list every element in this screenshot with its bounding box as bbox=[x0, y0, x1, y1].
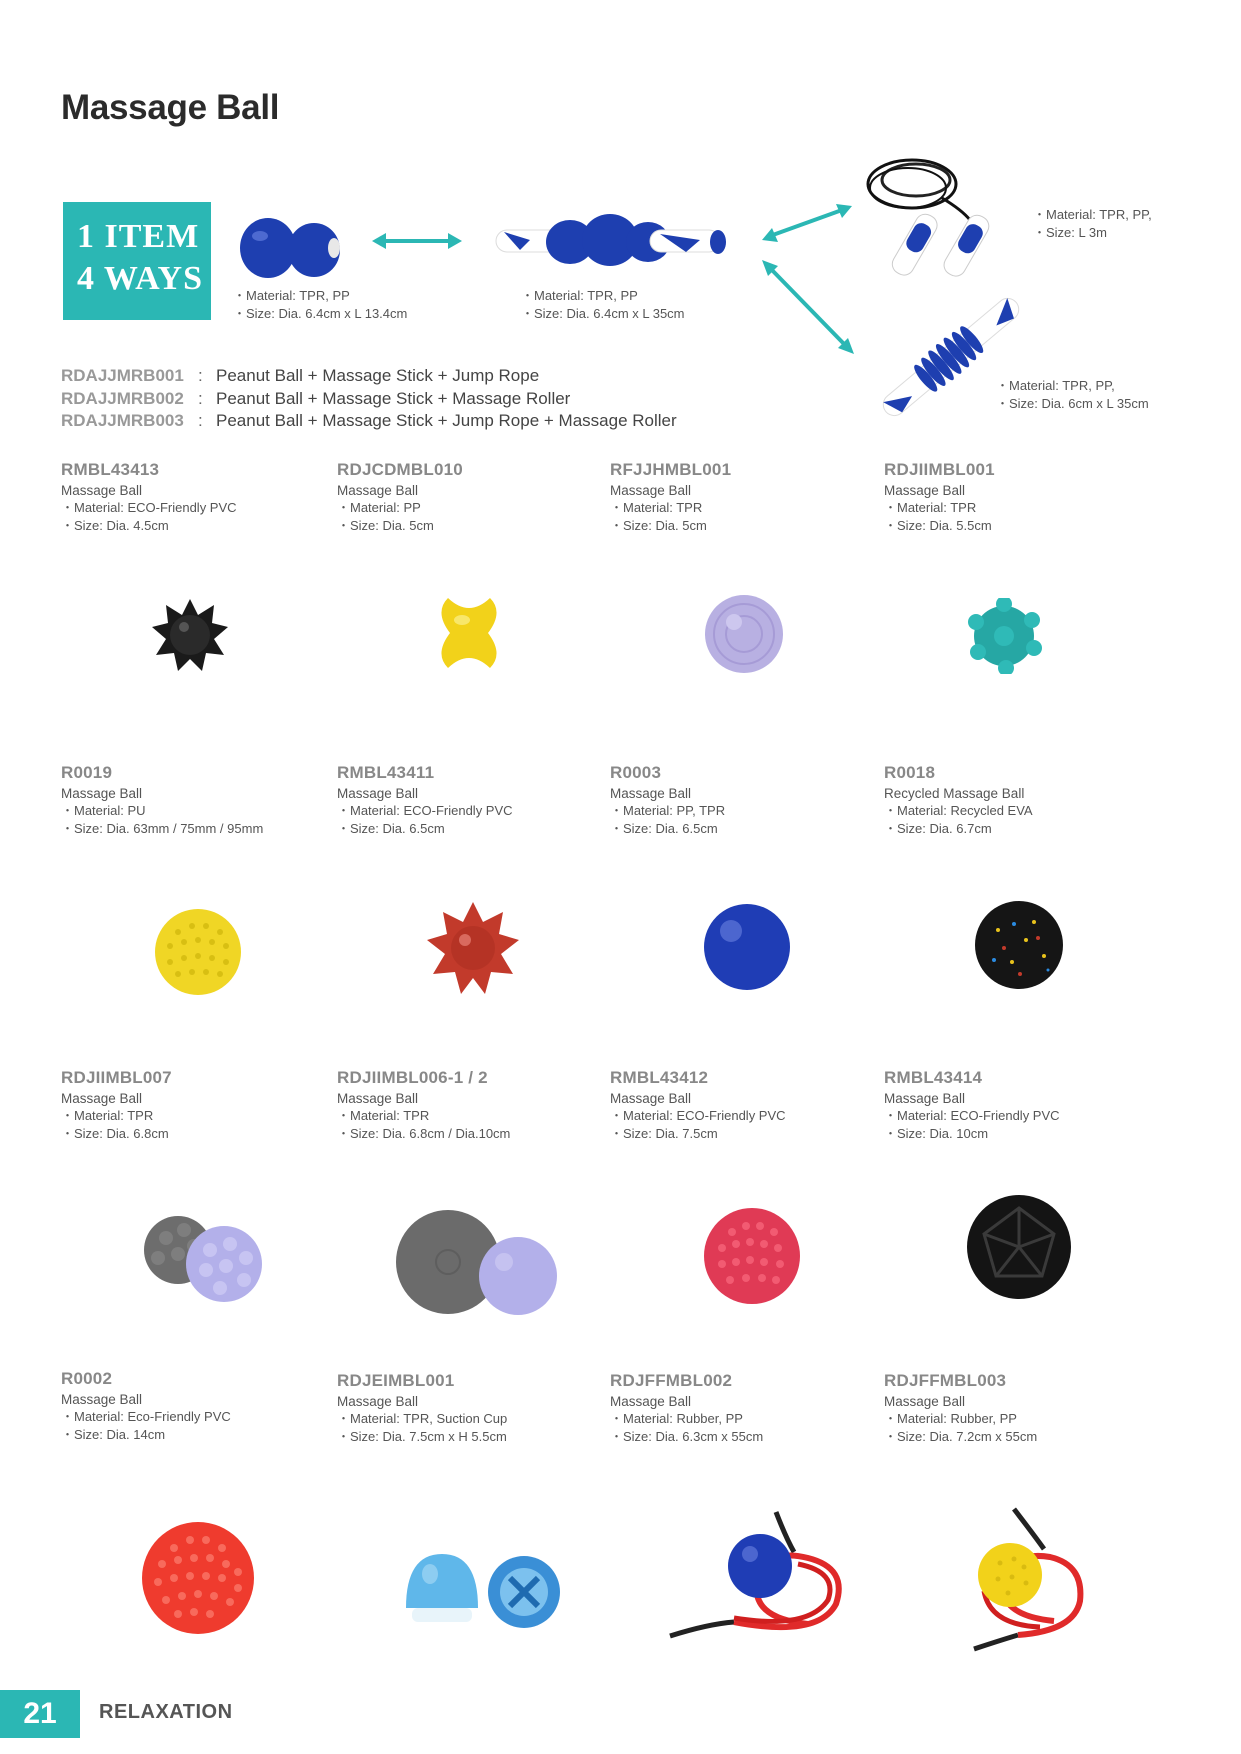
product-material: ・Material: PP bbox=[337, 500, 421, 515]
product-card bbox=[610, 460, 860, 534]
product-size: ・Size: Dia. 4.5cm bbox=[61, 517, 169, 533]
product-name: Massage Ball bbox=[61, 483, 143, 498]
product-card bbox=[61, 1369, 311, 1443]
product-name: Massage Ball bbox=[610, 786, 692, 801]
product-size: ・Size: Dia. 6.5cm bbox=[337, 820, 445, 836]
product-code: RDJFFMBL002 bbox=[610, 1371, 733, 1390]
badge-line-1: 1 ITEM bbox=[77, 218, 200, 255]
product-size: ・Size: Dia. 6.8cm / Dia.10cm bbox=[337, 1125, 511, 1141]
kit-list bbox=[61, 365, 677, 433]
product-card bbox=[61, 460, 311, 534]
black-geometric-ball-image bbox=[966, 1194, 1072, 1300]
peanut-material: ・Material: TPR, PP bbox=[233, 288, 350, 303]
stick-material: ・Material: TPR, PP bbox=[521, 288, 638, 303]
product-material: ・Material: ECO-Friendly PVC bbox=[61, 500, 237, 515]
massage-stick-spec bbox=[521, 287, 685, 323]
product-material: ・Material: TPR bbox=[884, 500, 977, 515]
product-size: ・Size: Dia. 10cm bbox=[884, 1125, 989, 1141]
product-code: R0018 bbox=[884, 763, 936, 782]
product-size: ・Size: Dia. 7.5cm bbox=[610, 1125, 718, 1141]
product-code: RFJJHMBL001 bbox=[610, 460, 732, 479]
product-card bbox=[337, 1371, 587, 1445]
kit-separator: : bbox=[198, 411, 203, 430]
yellow-ball-with-rope-image bbox=[964, 1505, 1088, 1655]
teal-bumpy-ball-image bbox=[966, 598, 1042, 674]
product-name: Massage Ball bbox=[610, 1394, 692, 1409]
product-name: Massage Ball bbox=[610, 1091, 692, 1106]
peanut-ball-image bbox=[238, 210, 346, 288]
kit-code: RDAJJMRB001 bbox=[61, 366, 184, 385]
product-card bbox=[61, 763, 311, 837]
roller-material: ・Material: TPR, PP, bbox=[996, 378, 1115, 393]
yellow-dimpled-ball-image bbox=[154, 908, 242, 996]
product-size: ・Size: Dia. 7.2cm x 55cm bbox=[884, 1428, 1038, 1444]
product-card bbox=[884, 1068, 1134, 1142]
rope-size: ・Size: L 3m bbox=[1033, 225, 1107, 240]
product-code: RDJFFMBL003 bbox=[884, 1371, 1007, 1390]
product-code: RDJCDMBL010 bbox=[337, 460, 463, 479]
double-arrow-icon bbox=[372, 230, 462, 252]
jump-rope-spec bbox=[1033, 206, 1152, 242]
kit-description: Peanut Ball + Massage Stick + Jump Rope + Massage Roller bbox=[216, 411, 677, 430]
product-material: ・Material: ECO-Friendly PVC bbox=[884, 1108, 1060, 1123]
product-card bbox=[884, 460, 1134, 534]
product-name: Massage Ball bbox=[884, 483, 966, 498]
product-size: ・Size: Dia. 5.5cm bbox=[884, 517, 992, 533]
product-code: RMBL43414 bbox=[884, 1068, 983, 1087]
red-spiky-ball-image bbox=[425, 900, 521, 996]
kit-row bbox=[61, 410, 677, 433]
product-name: Massage Ball bbox=[884, 1091, 966, 1106]
product-size: ・Size: Dia. 6.7cm bbox=[884, 820, 992, 836]
jump-rope-image bbox=[862, 150, 1022, 290]
product-name: Massage Ball bbox=[337, 1091, 419, 1106]
product-card bbox=[610, 763, 860, 837]
product-code: RMBL43412 bbox=[610, 1068, 709, 1087]
kit-row bbox=[61, 388, 677, 411]
gray-lavender-bumpy-balls-image bbox=[136, 1208, 266, 1304]
product-material: ・Material: TPR bbox=[610, 500, 703, 515]
page-number: 21 bbox=[0, 1690, 80, 1738]
product-size: ・Size: Dia. 6.3cm x 55cm bbox=[610, 1428, 764, 1444]
stick-size: ・Size: Dia. 6.4cm x L 35cm bbox=[521, 306, 685, 321]
product-material: ・Material: PU bbox=[61, 803, 146, 818]
product-card bbox=[610, 1371, 860, 1445]
kit-description: Peanut Ball + Massage Stick + Massage Roller bbox=[216, 388, 571, 408]
kit-separator: : bbox=[198, 388, 203, 408]
massage-roller-spec bbox=[996, 377, 1149, 413]
peanut-ball-spec bbox=[233, 287, 407, 323]
rope-material: ・Material: TPR, PP, bbox=[1033, 207, 1152, 222]
product-name: Massage Ball bbox=[61, 1091, 143, 1106]
product-name: Massage Ball bbox=[610, 483, 692, 498]
kit-row bbox=[61, 365, 677, 388]
product-code: R0002 bbox=[61, 1369, 113, 1388]
product-card bbox=[884, 1371, 1134, 1445]
product-code: RMBL43411 bbox=[337, 763, 435, 782]
product-card bbox=[337, 1068, 587, 1142]
product-name: Massage Ball bbox=[61, 786, 143, 801]
blue-ball-with-rope-image bbox=[668, 1508, 848, 1644]
product-code: R0019 bbox=[61, 763, 113, 782]
product-material: ・Material: Recycled EVA bbox=[884, 803, 1033, 818]
product-name: Massage Ball bbox=[61, 1392, 143, 1407]
product-size: ・Size: Dia. 63mm / 75mm / 95mm bbox=[61, 820, 264, 836]
product-size: ・Size: Dia. 6.5cm bbox=[610, 820, 718, 836]
one-item-four-ways-badge bbox=[63, 202, 211, 320]
product-material: ・Material: Rubber, PP bbox=[884, 1411, 1017, 1426]
yellow-star-ball-image bbox=[428, 592, 510, 674]
kit-code: RDAJJMRB003 bbox=[61, 411, 184, 430]
product-material: ・Material: TPR bbox=[337, 1108, 430, 1123]
peanut-size: ・Size: Dia. 6.4cm x L 13.4cm bbox=[233, 306, 408, 321]
product-material: ・Material: Rubber, PP bbox=[610, 1411, 743, 1426]
blue-suction-ball-image bbox=[402, 1548, 562, 1638]
product-card bbox=[337, 460, 587, 534]
product-size: ・Size: Dia. 6.8cm bbox=[61, 1125, 169, 1141]
lavender-ball-image bbox=[704, 594, 784, 674]
kit-description: Peanut Ball + Massage Stick + Jump Rope bbox=[216, 366, 540, 385]
product-material: ・Material: ECO-Friendly PVC bbox=[610, 1108, 786, 1123]
massage-stick-image bbox=[490, 212, 730, 272]
product-size: ・Size: Dia. 14cm bbox=[61, 1426, 166, 1442]
product-name: Massage Ball bbox=[337, 1394, 419, 1409]
product-name: Massage Ball bbox=[337, 786, 419, 801]
product-material: ・Material: ECO-Friendly PVC bbox=[337, 803, 513, 818]
section-label: RELAXATION bbox=[99, 1701, 233, 1723]
product-name: Massage Ball bbox=[884, 1394, 966, 1409]
product-material: ・Material: TPR, Suction Cup bbox=[337, 1411, 508, 1426]
page-title: Massage Ball bbox=[61, 88, 280, 127]
product-code: RMBL43413 bbox=[61, 460, 160, 479]
roller-size: ・Size: Dia. 6cm x L 35cm bbox=[996, 396, 1149, 411]
product-name: Massage Ball bbox=[337, 483, 419, 498]
kit-code: RDAJJMRB002 bbox=[61, 388, 184, 408]
product-size: ・Size: Dia. 7.5cm x H 5.5cm bbox=[337, 1428, 507, 1444]
product-code: R0003 bbox=[610, 763, 662, 782]
product-card bbox=[61, 1068, 311, 1142]
product-material: ・Material: TPR bbox=[61, 1108, 154, 1123]
product-name: Recycled Massage Ball bbox=[884, 786, 1025, 801]
product-code: RDJIIMBL006-1 / 2 bbox=[337, 1068, 488, 1087]
product-code: RDJEIMBL001 bbox=[337, 1371, 455, 1390]
product-code: RDJIIMBL001 bbox=[884, 460, 995, 479]
product-card bbox=[610, 1068, 860, 1142]
product-material: ・Material: PP, TPR bbox=[610, 803, 726, 818]
product-material: ・Material: Eco-Friendly PVC bbox=[61, 1409, 231, 1424]
kit-separator: : bbox=[198, 366, 203, 385]
red-spiky-large-ball-image bbox=[138, 1518, 258, 1638]
gray-lavender-smooth-balls-image bbox=[394, 1208, 564, 1318]
product-card bbox=[884, 763, 1134, 837]
red-spiked-ball-image bbox=[702, 1206, 802, 1306]
product-card bbox=[337, 763, 587, 837]
product-size: ・Size: Dia. 5cm bbox=[337, 517, 434, 533]
product-size: ・Size: Dia. 5cm bbox=[610, 517, 707, 533]
black-spiky-ball-image bbox=[152, 597, 228, 673]
badge-line-2: 4 WAYS bbox=[77, 260, 204, 297]
product-code: RDJIIMBL007 bbox=[61, 1068, 172, 1087]
black-speckled-ball-image bbox=[974, 900, 1064, 990]
branch-arrows-icon bbox=[760, 200, 860, 360]
blue-smooth-ball-image bbox=[703, 903, 791, 991]
